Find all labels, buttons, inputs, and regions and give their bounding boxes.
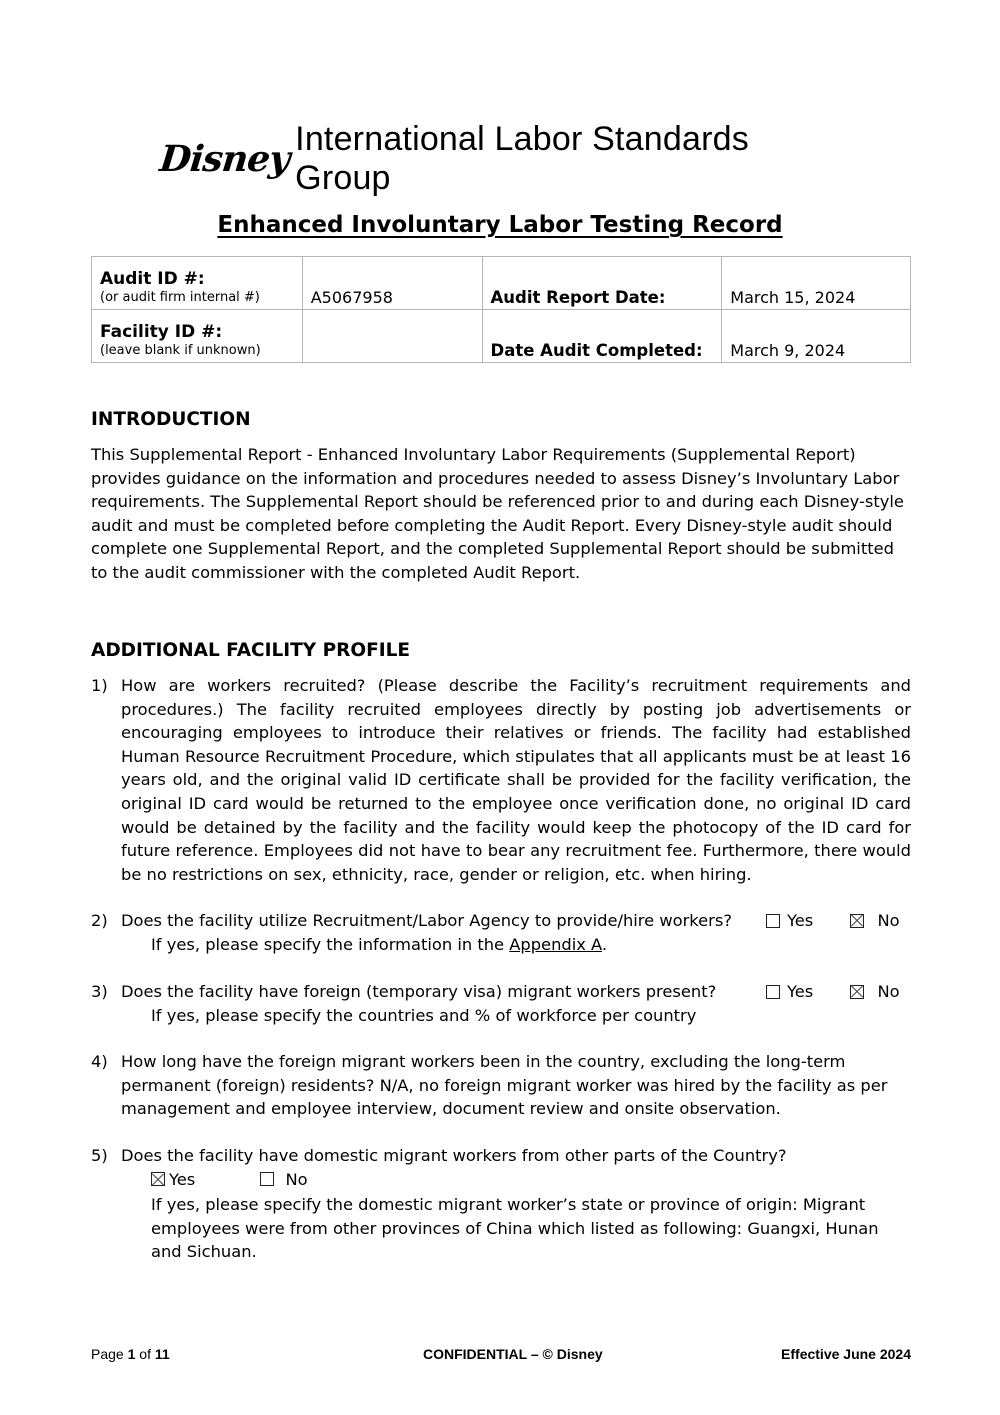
page-prefix: Page bbox=[91, 1346, 128, 1362]
page-of: of bbox=[135, 1346, 155, 1362]
document-title: Enhanced Involuntary Labor Testing Record bbox=[217, 212, 783, 238]
option-label: No bbox=[877, 911, 900, 930]
subtext-prefix: If yes, please specify the information in the bbox=[151, 934, 510, 954]
disney-logo: Disney bbox=[157, 138, 292, 180]
audit-id-label: Audit ID #: bbox=[100, 269, 205, 289]
checkbox-checked-icon[interactable] bbox=[850, 914, 864, 928]
introduction-text: This Supplemental Report - Enhanced Involuntary Labor Requirements (Supplemental Report) provides guidance on the information and procedures needed to assess Disney’s Involuntary Labor requirements. The Supplemental Report should be referenced prior to and during each Disney-style audit and must be completed before completing the Audit Report. Every Disney-style audit should complete one Supplemental Report, and the completed Supplemental Report should be submitted to the audit commissioner with the completed Audit Report. bbox=[91, 445, 904, 582]
table-row bbox=[92, 257, 911, 310]
question-number: 2) bbox=[91, 911, 108, 930]
question-number: 3) bbox=[91, 982, 108, 1001]
question-subtext bbox=[151, 933, 911, 957]
facility-id-value[interactable] bbox=[302, 310, 482, 363]
audit-info-table bbox=[91, 256, 911, 363]
answer-options bbox=[766, 980, 900, 1005]
checkbox-unchecked-icon[interactable] bbox=[766, 985, 780, 999]
question-4 bbox=[91, 1050, 911, 1121]
option-yes[interactable] bbox=[151, 1168, 195, 1192]
question-5 bbox=[91, 1144, 911, 1264]
audit-report-date-label-text: Audit Report Date: bbox=[490, 288, 666, 307]
question-prompt: Does the facility have foreign (temporary visa) migrant workers present? bbox=[121, 982, 717, 1001]
question-subtext: If yes, please specify the countries and % of workforce per country bbox=[151, 1005, 697, 1025]
question-text: Does the facility have domestic migrant workers from other parts of the Country? bbox=[121, 1146, 787, 1165]
question-3 bbox=[91, 980, 911, 1027]
question-number: 4) bbox=[91, 1052, 108, 1071]
confidential-notice: CONFIDENTIAL – © Disney bbox=[423, 1346, 603, 1362]
appendix-a-link[interactable]: Appendix A bbox=[509, 934, 602, 954]
facility-id-label-cell bbox=[92, 310, 303, 363]
introduction-heading: INTRODUCTION bbox=[91, 409, 251, 430]
facility-id-sublabel: (leave blank if unknown) bbox=[100, 343, 261, 358]
profile-heading: ADDITIONAL FACILITY PROFILE bbox=[91, 640, 411, 661]
answer-options bbox=[766, 909, 900, 934]
question-1 bbox=[91, 674, 911, 886]
page-current: 1 bbox=[127, 1346, 136, 1362]
audit-id-sublabel: (or audit firm internal #) bbox=[100, 290, 260, 305]
question-number: 1) bbox=[91, 676, 108, 695]
question-text: How long have the foreign migrant workers been in the country, excluding the long-term permanent (foreign) residents? N/A, no foreign migrant worker was hired by the facility as per management and employee interview, document review and onsite observation. bbox=[121, 1052, 888, 1119]
option-label: Yes bbox=[787, 982, 814, 1001]
page-total: 11 bbox=[154, 1346, 170, 1362]
question-subtext: If yes, please specify the domestic migrant worker’s state or province of origin: Migrant employees were from other provinces of China which listed as following: Guangxi, Hunan and Sichuan. bbox=[151, 1194, 879, 1262]
checkbox-checked-icon[interactable] bbox=[850, 985, 864, 999]
page-number bbox=[91, 1346, 170, 1362]
question-text: How are workers recruited? (Please describe the Facility’s recruitment requirements and procedures.) The facility recruited employees directly by posting job advertisements or encouraging employees to introduce their relatives or friends. The facility had established Human Resource Recruitment Procedure, which stipulates that all applicants must be at least 16 years old, and the original valid ID certificate shall be provided for the facility verification, the original ID card would be returned to the employee once verification done, no original ID card would be detained by the facility and the facility would keep the photocopy of the ID card for future reference. Employees did not have to bear any recruitment fee. Furthermore, there would be no restrictions on sex, ethnicity, race, gender or religion, etc. when hiring. bbox=[121, 676, 911, 884]
audit-report-date-label bbox=[482, 257, 722, 310]
option-label: Yes bbox=[169, 1169, 196, 1189]
date-completed-label bbox=[482, 310, 722, 363]
audit-id-value[interactable]: A5067958 bbox=[302, 257, 482, 310]
option-yes[interactable] bbox=[766, 980, 813, 1004]
question-prompt: Does the facility utilize Recruitment/Labor Agency to provide/hire workers? bbox=[121, 911, 732, 930]
checkbox-checked-icon[interactable] bbox=[151, 1172, 165, 1186]
option-no[interactable] bbox=[850, 980, 899, 1004]
option-label: No bbox=[877, 982, 900, 1001]
date-completed-value[interactable]: March 9, 2024 bbox=[722, 310, 911, 363]
letterhead bbox=[157, 120, 850, 197]
facility-id-label: Facility ID #: bbox=[100, 322, 223, 342]
audit-report-date-value[interactable]: March 15, 2024 bbox=[722, 257, 911, 310]
group-name: International Labor Standards Group bbox=[295, 120, 749, 197]
checkbox-unchecked-icon[interactable] bbox=[766, 914, 780, 928]
option-label: No bbox=[285, 1169, 308, 1189]
table-row bbox=[92, 310, 911, 363]
option-yes[interactable] bbox=[766, 909, 813, 933]
question-2 bbox=[91, 909, 911, 956]
audit-id-label-cell bbox=[92, 257, 303, 310]
question-number: 5) bbox=[91, 1146, 108, 1165]
subtext-suffix: . bbox=[601, 934, 608, 954]
page-footer bbox=[91, 1346, 911, 1366]
option-no[interactable] bbox=[850, 909, 899, 933]
effective-date: Effective June 2024 bbox=[781, 1346, 911, 1362]
option-no[interactable] bbox=[260, 1168, 307, 1192]
answer-options bbox=[151, 1168, 911, 1193]
option-label: Yes bbox=[787, 911, 814, 930]
date-completed-label-text: Date Audit Completed: bbox=[490, 341, 703, 360]
checkbox-unchecked-icon[interactable] bbox=[260, 1172, 274, 1186]
